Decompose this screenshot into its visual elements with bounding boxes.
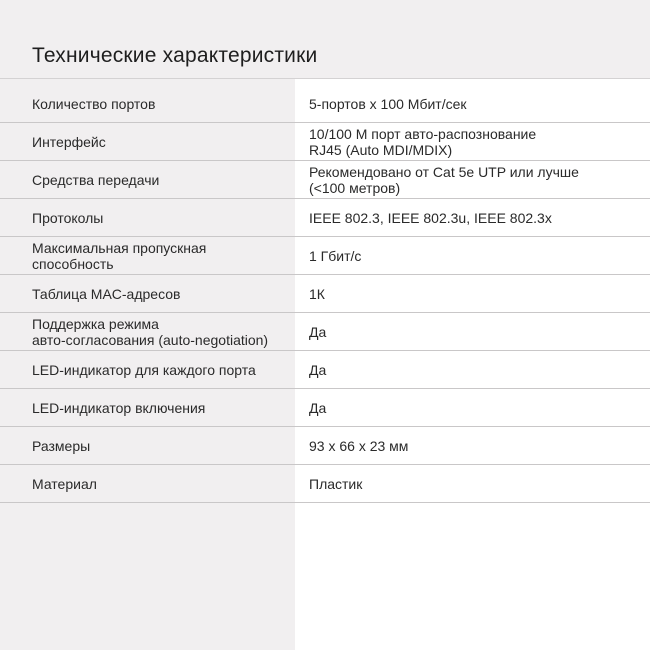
spec-row-bandwidth xyxy=(0,237,650,275)
spec-label: Размеры xyxy=(32,437,91,454)
spec-row-ports xyxy=(0,85,650,123)
spec-label: LED-индикатор для каждого порта xyxy=(32,361,256,378)
spec-label: Поддержка режима авто-согласования (auto-negotiation) xyxy=(32,315,269,348)
spec-label: Средства передачи xyxy=(32,171,160,188)
spec-value: 93 х 66 х 23 мм xyxy=(309,437,409,454)
spec-value: Рекомендовано от Cat 5e UTP или лучше (<100 метров) xyxy=(309,163,579,196)
specs-table xyxy=(0,85,650,503)
spec-row-dimensions xyxy=(0,427,650,465)
spec-label: Таблица MAC-адресов xyxy=(32,285,181,302)
spec-row-mac-table xyxy=(0,275,650,313)
spec-value: 1К xyxy=(309,285,325,302)
spec-value: 1 Гбит/с xyxy=(309,247,362,264)
spec-row-power-led xyxy=(0,389,650,427)
header-divider xyxy=(0,78,650,79)
spec-value: IEEE 802.3, IEEE 802.3u, IEEE 802.3x xyxy=(309,209,552,226)
spec-row-port-led xyxy=(0,351,650,389)
spec-value: 10/100 М порт авто-распознование RJ45 (Auto MDI/MDIX) xyxy=(309,125,537,158)
spec-label: Материал xyxy=(32,475,97,492)
spec-row-media xyxy=(0,161,650,199)
spec-label: LED-индикатор включения xyxy=(32,399,206,416)
spec-row-material xyxy=(0,465,650,503)
spec-label: Максимальная пропускная способность xyxy=(32,239,207,272)
spec-value: Да xyxy=(309,399,327,416)
spec-value: Пластик xyxy=(309,475,363,492)
spec-value: 5-портов х 100 Мбит/сек xyxy=(309,95,467,112)
spec-row-protocols xyxy=(0,199,650,237)
spec-row-auto-negotiation xyxy=(0,313,650,351)
spec-label: Протоколы xyxy=(32,209,104,226)
spec-label: Количество портов xyxy=(32,95,156,112)
spec-value: Да xyxy=(309,323,327,340)
page-title: Технические характеристики xyxy=(32,44,318,68)
spec-row-interface xyxy=(0,123,650,161)
spec-label: Интерфейс xyxy=(32,133,106,150)
spec-value: Да xyxy=(309,361,327,378)
